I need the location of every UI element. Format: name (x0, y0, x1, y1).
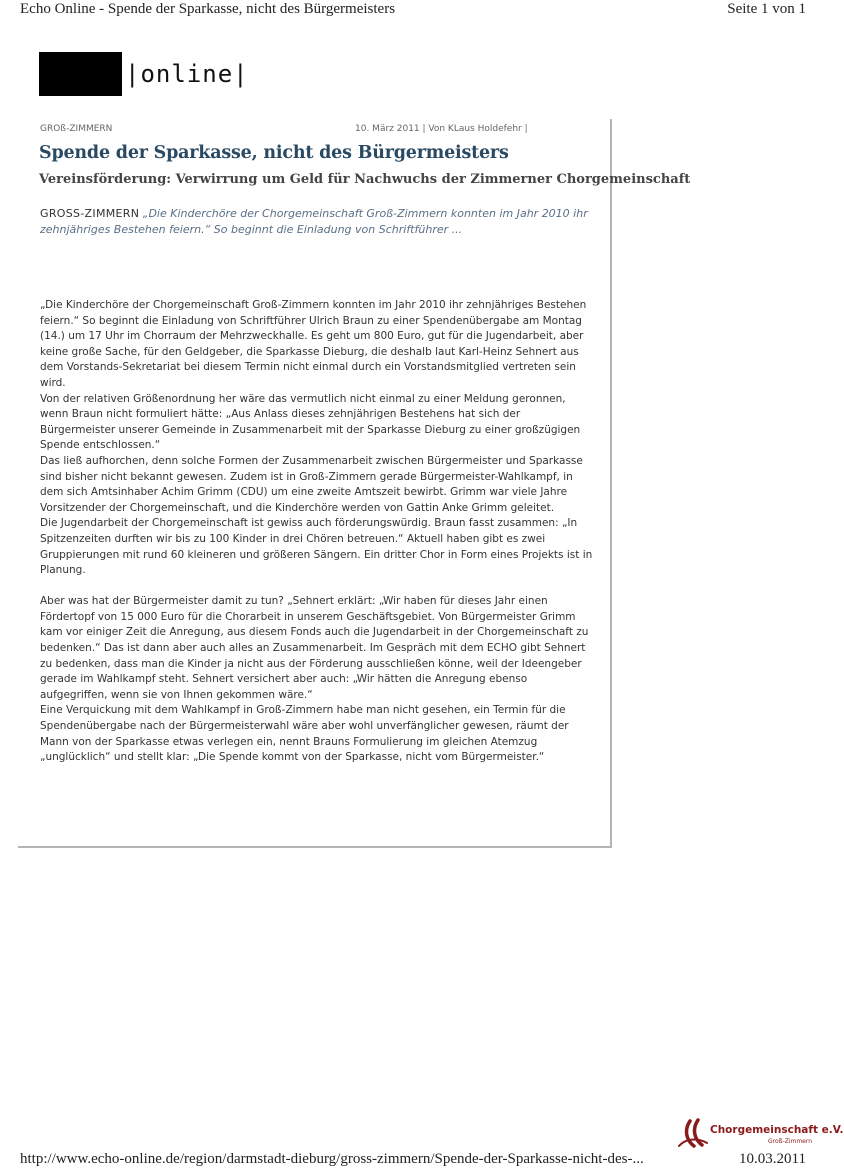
logo-redacted-block (39, 52, 122, 96)
footer-logo-sub: Groß-Zimmern (768, 1138, 813, 1145)
print-footer (0, 1151, 826, 1169)
article-paragraph: Von der relativen Größenordnung her wäre das vermutlich nicht einmal zu einer Meldung geronnen, wenn Braun nicht formuliert hätte: „Aus Anlass dieses zehnjährigen Bestehens hat sich der Bürgermeister unserer Gemeinde in Zusammenarbeit mit der Sparkasse Dieburg zu einer großzügigen Spende entschlossen.“ (40, 392, 581, 452)
teaser-lead: „Die Kinderchöre der Chorgemeinschaft Groß-Zimmern konnten im Jahr 2010 ihr zehnjähriges Bestehen feiern.“ So beginnt die Einladung von Schriftführer ... (40, 207, 588, 236)
print-header (0, 0, 826, 22)
article-paragraph: Eine Verquickung mit dem Wahlkampf in Groß-Zimmern habe man nicht gesehen, ein Termin für die Spendenübergabe nach der Bürgermeisterwahl wäre aber wohl unverfänglicher gewesen, räumt der Mann von der Sparkasse etwas verlegen ein, nennt Brauns Formulierung im gleichen Atemzug „unglücklich“ und stellt klar: „Die Spende kommt von der Sparkasse, nicht vom Bürgermeister.“ (40, 704, 569, 764)
article-paragraph: Die Jugendarbeit der Chorgemeinschaft ist gewiss auch förderungswürdig. Braun fasst zusammen: „In Spitzenzeiten durften wir bis zu 100 Kinder in drei Chören betreuen.“ Aktuell haben gibt es zwei Gruppierungen mit rund 60 kleineren und größeren Sängern. Ein dritter Chor in Form eines Projekts ist in Planung. (40, 517, 593, 577)
teaser-location: GROSS-ZIMMERN (40, 207, 140, 220)
article-body (40, 298, 596, 766)
footer-logo-name: Chorgemeinschaft e.V. (710, 1124, 844, 1136)
print-footer-url[interactable]: http://www.echo-online.de/region/darmstadt-dieburg/gross-zimmern/Spende-der-Sparkasse-nicht-des-... (20, 1151, 644, 1167)
article-headline: Spende der Sparkasse, nicht des Bürgermeisters (39, 143, 509, 163)
article-teaser (40, 206, 596, 238)
echo-online-logo[interactable] (39, 52, 249, 96)
chorgemeinschaft-logo (676, 1118, 844, 1152)
print-header-page-number: Seite 1 von 1 (727, 1, 806, 17)
article-paragraph: Das ließ aufhorchen, denn solche Formen der Zusammenarbeit zwischen Bürgermeister und Sparkasse sind bisher nicht bekannt gewesen. Zudem ist in Groß-Zimmern gerade Bürgermeister-Wahlkampf, in dem sich Amtsinhaber Achim Grimm (CDU) um eine zweite Amtszeit bewirbt. Grimm war viele Jahre Vorsitzender der Chorgemeinschaft, und die Kinderchöre werden von Gattin Anke Grimm geleitet. (40, 454, 583, 514)
chorgemeinschaft-emblem-icon (676, 1118, 710, 1152)
print-footer-date: 10.03.2011 (739, 1151, 806, 1167)
article-paragraph: Aber was hat der Bürgermeister damit zu tun? „Sehnert erklärt: „Wir haben für dieses Jahr einen Fördertopf von 15 000 Euro für die Chorarbeit in unserem Geschäftsgebiet. Von Bürgermeister Grimm kam vor einiger Zeit die Anregung, aus diesem Fonds auch die Jugendarbeit in der Chorgemeinschaft zu bedenken.“ Das ist dann aber auch alles an Zusammenarbeit. Im Gespräch mit dem ECHO gibt Sehnert zu bedenken, dass man die Kinder ja nicht aus der Förderung ausschließen könne, weil der Ideengeber gerade im Wahlkampf steht. Sehnert versichert aber auch: „Wir hätten die Anregung ebenso aufgegriffen, wenn sie von Ihnen gekommen wäre.“ (40, 595, 589, 701)
logo-text: |online| (125, 60, 249, 88)
print-header-title: Echo Online - Spende der Sparkasse, nicht des Bürgermeisters (20, 1, 396, 17)
article-subheadline: Vereinsförderung: Verwirrung um Geld für Nachwuchs der Zimmerner Chorgemeinschaft (39, 172, 691, 187)
article-kicker[interactable]: GROß-ZIMMERN (40, 124, 113, 134)
article-paragraph: „Die Kinderchöre der Chorgemeinschaft Groß-Zimmern konnten im Jahr 2010 ihr zehnjähriges Bestehen feiern.“ So beginnt die Einladung von Schriftführer Ulrich Braun zu einer Spendenübergabe am Montag (14.) um 17 Uhr im Chorraum der Mehrzweckhalle. Es geht um 800 Euro, gut für die Jugendarbeit, aber keine große Sache, für den Geldgeber, die Sparkasse Dieburg, die deshalb laut Karl-Heinz Sehnert aus dem Vorstands-Sekretariat bei diesem Termin nicht einmal durch ein Vorstandsmitglied vertreten sein wird. (40, 299, 587, 389)
article-byline: 10. März 2011 | Von KLaus Holdefehr | (355, 124, 528, 134)
